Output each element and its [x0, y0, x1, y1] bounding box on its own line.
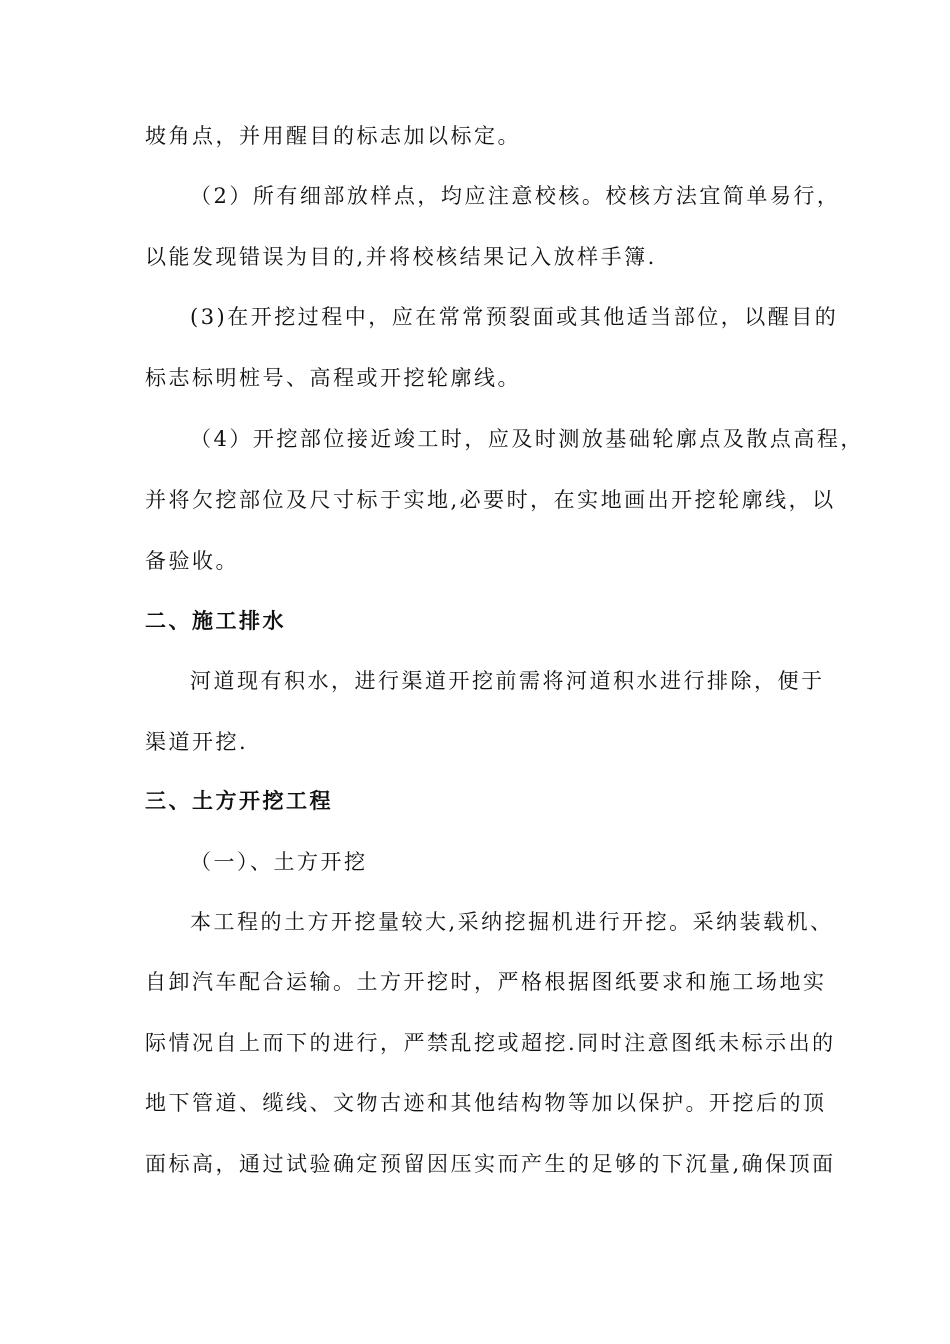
paragraph-line: （4）开挖部位接近竣工时，应及时测放基础轮廓点及散点高程， — [190, 427, 864, 451]
paragraph-line: 河道现有积水，进行渠道开挖前需将河道积水进行排除，便于 — [190, 669, 825, 693]
paragraph-line: 际情况自上而下的进行，严禁乱挖或超挖.同时注意图纸未标示出的 — [145, 1031, 836, 1055]
paragraph-line: 面标高，通过试验确定预留因压实而产生的足够的下沉量,确保顶面 — [145, 1152, 836, 1176]
paragraph-line: 并将欠挖部位及尺寸标于实地,必要时，在实地画出开挖轮廓线，以 — [145, 488, 836, 512]
paragraph-line: 坡角点，并用醒目的标志加以标定。 — [145, 124, 521, 148]
paragraph-line: 本工程的土方开挖量较大,采纳挖掘机进行开挖。采纳装载机、 — [190, 910, 834, 934]
paragraph-line: 自卸汽车配合运输。土方开挖时，严格根据图纸要求和施工场地实 — [145, 970, 827, 994]
paragraph-line: 标志标明桩号、高程或开挖轮廓线。 — [145, 366, 521, 390]
section-heading: 二、施工排水 — [145, 608, 286, 633]
paragraph-line: (3)在开挖过程中，应在常常预裂面或其他适当部位，以醒目的 — [190, 305, 839, 329]
subsection-heading: （一）、土方开挖 — [190, 850, 368, 874]
paragraph-line: 备验收。 — [145, 549, 239, 573]
paragraph-line: 地下管道、缆线、文物古迹和其他结构物等加以保护。开挖后的顶 — [145, 1091, 827, 1115]
paragraph-line: 渠道开挖. — [145, 730, 249, 754]
paragraph-line: 以能发现错误为目的,并将校核结果记入放样手簿. — [145, 245, 657, 269]
section-heading: 三、土方开挖工程 — [145, 788, 333, 813]
paragraph-line: （2）所有细部放样点，均应注意校核。校核方法宜简单易行， — [190, 184, 841, 208]
